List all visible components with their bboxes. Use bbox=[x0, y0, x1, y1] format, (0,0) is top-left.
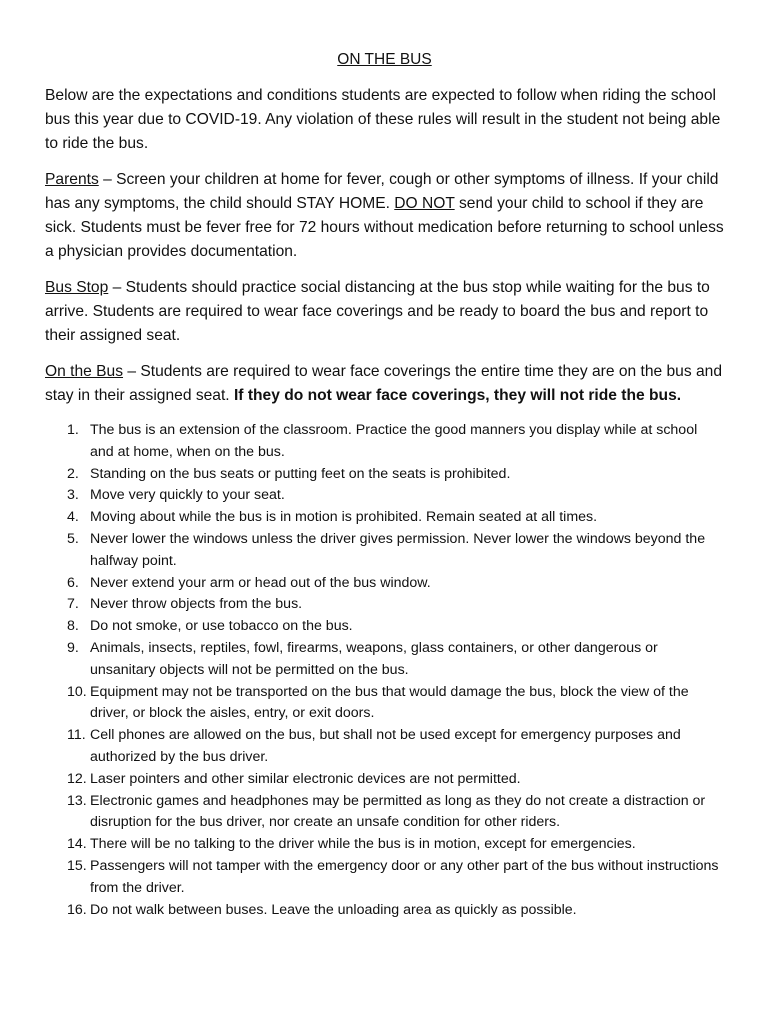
rule-text: Do not walk between buses. Leave the unloading area as quickly as possible. bbox=[90, 901, 577, 918]
rule-item bbox=[67, 616, 724, 638]
rule-text: The bus is an extension of the classroom. Practice the good manners you display while at school and at home, when on the bus. bbox=[90, 422, 698, 460]
rule-text: Move very quickly to your seat. bbox=[90, 487, 285, 504]
rule-item bbox=[67, 791, 724, 835]
intro-paragraph: Below are the expectations and conditions students are expected to follow when riding the school bus this year due to COVID-19. Any violation of these rules will result in the student not being able to ride the bus. bbox=[45, 87, 721, 152]
rule-number: 13. bbox=[67, 792, 87, 809]
bus-stop-label: Bus Stop bbox=[45, 279, 109, 296]
rule-number: 12. bbox=[67, 770, 87, 787]
parents-paragraph bbox=[45, 168, 724, 264]
rule-item bbox=[67, 638, 724, 682]
rule-text: Never extend your arm or head out of the bus window. bbox=[90, 574, 431, 591]
rule-item bbox=[67, 900, 724, 922]
rule-text: Laser pointers and other similar electronic devices are not permitted. bbox=[90, 770, 521, 787]
bus-stop-paragraph bbox=[45, 276, 724, 348]
rule-number: 16. bbox=[67, 901, 87, 918]
rule-text: Animals, insects, reptiles, fowl, firearms, weapons, glass containers, or other dangerous or unsanitary objects will not be permitted on the bus. bbox=[90, 639, 658, 678]
rule-number: 4. bbox=[67, 509, 79, 526]
rule-text: Do not smoke, or use tobacco on the bus. bbox=[90, 618, 353, 635]
rule-text: Electronic games and headphones may be permitted as long as they do not create a distraction or disruption for the bus driver, nor create an unsafe condition for other riders. bbox=[90, 792, 706, 831]
rule-number: 14. bbox=[67, 836, 87, 853]
rule-number: 6. bbox=[67, 574, 79, 591]
rule-text: Never throw objects from the bus. bbox=[90, 596, 303, 613]
on-the-bus-label: On the Bus bbox=[45, 363, 124, 380]
rule-item bbox=[67, 573, 724, 595]
parents-text-b: send your child to school if they are sick. Students must be fever free for 72 hours without medication before returning to school unless a physician provides documentation. bbox=[45, 195, 724, 260]
rule-item bbox=[67, 420, 724, 464]
rule-number: 10. bbox=[67, 683, 87, 700]
page-title: ON THE BUS bbox=[337, 51, 432, 68]
rule-number: 5. bbox=[67, 530, 79, 547]
rule-number: 15. bbox=[67, 857, 87, 874]
rule-number: 11. bbox=[67, 727, 86, 744]
rule-item bbox=[67, 507, 724, 529]
rules-list bbox=[45, 420, 724, 921]
rule-number: 1. bbox=[67, 422, 79, 438]
rule-item bbox=[67, 834, 724, 856]
rule-item bbox=[67, 725, 724, 769]
rule-number: 7. bbox=[67, 596, 79, 613]
rule-text: Never lower the windows unless the driver gives permission. Never lower the windows beyond the halfway point. bbox=[90, 530, 706, 569]
rule-text: Passengers will not tamper with the emergency door or any other part of the bus without instructions from the driver. bbox=[90, 857, 719, 896]
do-not-emphasis: DO NOT bbox=[394, 195, 455, 212]
rule-text: Moving about while the bus is in motion is prohibited. Remain seated at all times. bbox=[90, 509, 598, 526]
parents-label: Parents bbox=[45, 171, 99, 188]
on-the-bus-paragraph bbox=[45, 360, 724, 408]
rule-item bbox=[67, 856, 724, 900]
rule-text: Standing on the bus seats or putting feet on the seats is prohibited. bbox=[90, 465, 511, 482]
rule-number: 3. bbox=[67, 487, 79, 504]
on-the-bus-bold-warning: If they do not wear face coverings, they will not ride the bus. bbox=[233, 387, 682, 404]
rule-number: 2. bbox=[67, 465, 79, 482]
rule-item bbox=[67, 529, 724, 573]
rule-text: There will be no talking to the driver while the bus is in motion, except for emergencies. bbox=[90, 836, 636, 853]
rule-item bbox=[67, 594, 724, 616]
rule-number: 9. bbox=[67, 639, 79, 656]
bus-stop-text: – Students should practice social distancing at the bus stop while waiting for the bus to arrive. Students are required to wear face coverings and be ready to board the bus and report to their assigned seat. bbox=[45, 279, 710, 344]
rule-text: Cell phones are allowed on the bus, but shall not be used except for emergency purposes and authorized by the bus driver. bbox=[90, 727, 681, 765]
parents-text-a: – Screen your children at home for fever, cough or other symptoms of illness. If your child has any symptoms, the child should STAY HOME. bbox=[45, 171, 719, 212]
on-the-bus-text: – Students are required to wear face coverings the entire time they are on the bus and stay in their assigned seat. bbox=[45, 363, 722, 404]
rule-number: 8. bbox=[67, 618, 79, 635]
rule-item bbox=[67, 769, 724, 791]
rule-item bbox=[67, 464, 724, 486]
rule-text: Equipment may not be transported on the bus that would damage the bus, block the view of the driver, or block the aisles, entry, or exit doors. bbox=[90, 683, 689, 722]
rule-item bbox=[67, 485, 724, 507]
rule-item bbox=[67, 682, 724, 726]
